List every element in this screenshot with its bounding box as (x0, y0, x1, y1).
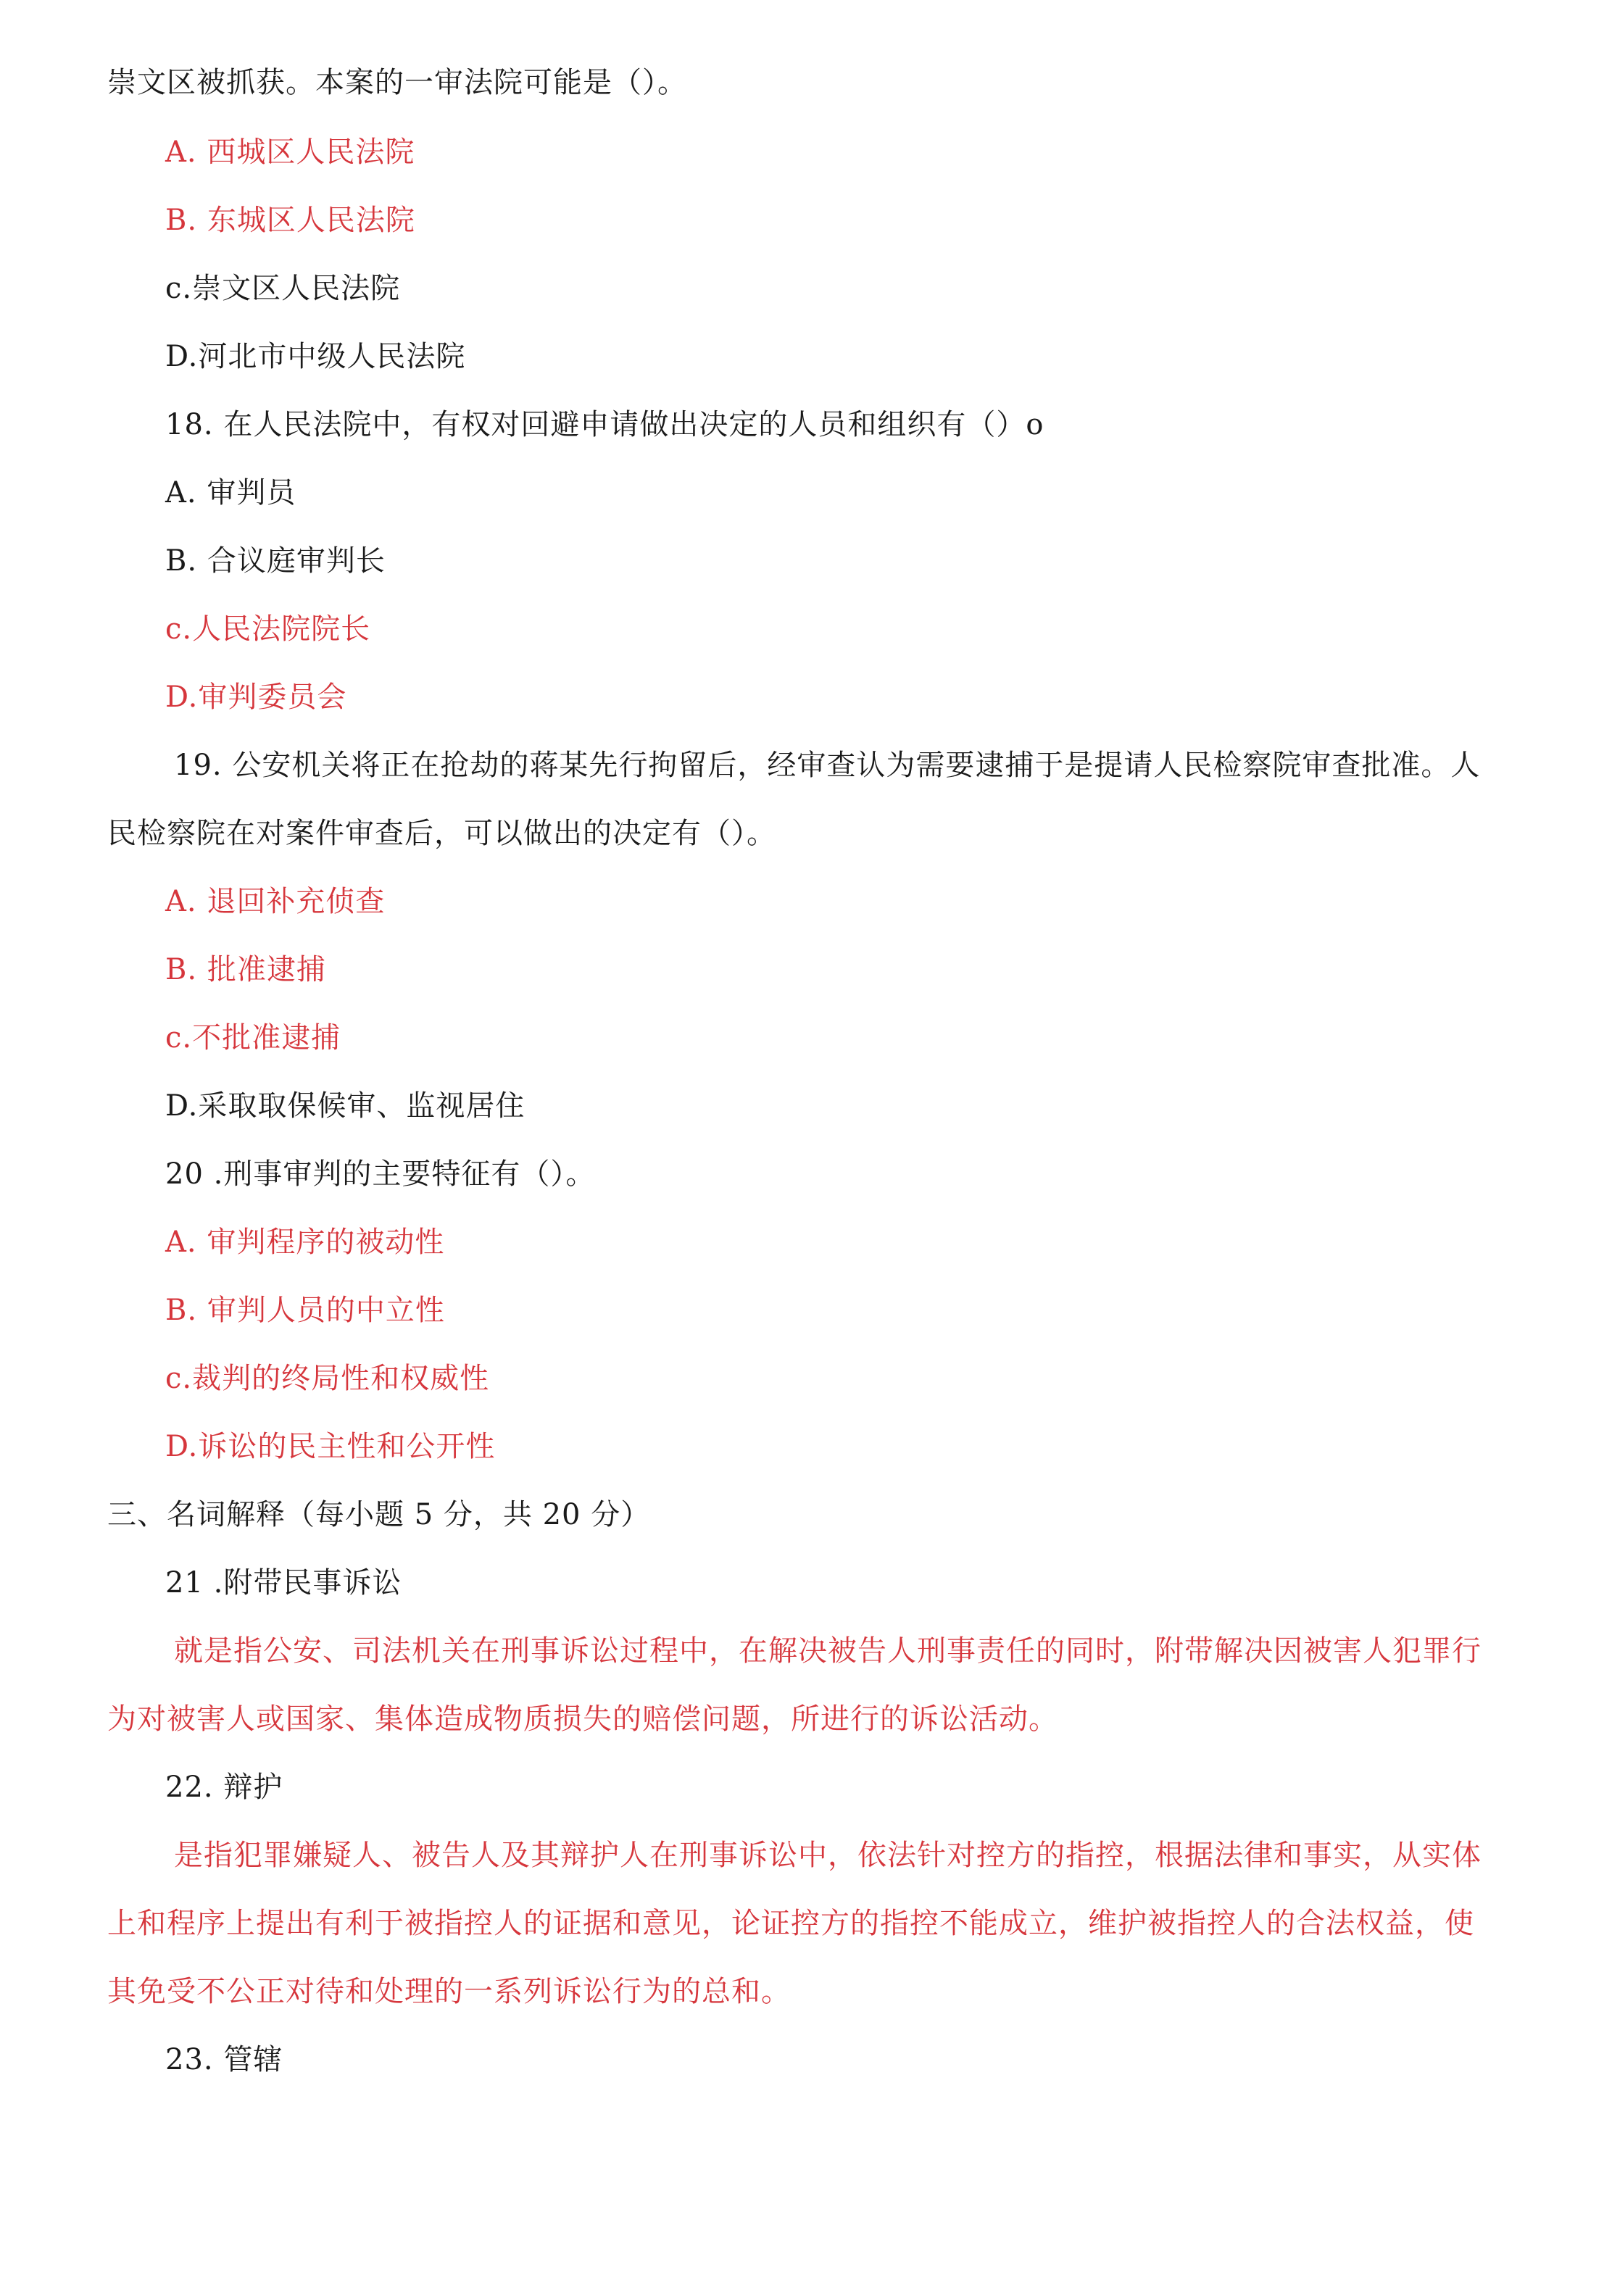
term-22-definition-line-3: 其免受不公正对待和处理的一系列诉讼行为的总和。 (107, 1975, 791, 2008)
question-19-line-2: 民检察院在对案件审查后，可以做出的决定有（）。 (107, 817, 776, 850)
option-b-answer: B. 批准逮捕 (165, 953, 326, 986)
question-20: 20 .刑事审判的主要特征有（）。 (165, 1157, 596, 1191)
option-c-answer: c.裁判的终局性和权威性 (165, 1362, 490, 1395)
option-d-answer: D.诉讼的民主性和公开性 (165, 1430, 496, 1463)
option-a-answer: A. 西城区人民法院 (165, 136, 415, 169)
term-21-definition-line-2: 为对被害人或国家、集体造成物质损失的赔偿问题，所进行的诉讼活动。 (107, 1702, 1058, 1736)
option-b: B. 合议庭审判长 (165, 544, 386, 578)
option-d: D.河北市中级人民法院 (165, 340, 466, 373)
option-b-answer: B. 东城区人民法院 (165, 204, 415, 237)
question-18: 18. 在人民法院中，有权对回避申请做出决定的人员和组织有（）o (165, 408, 1044, 441)
option-c-answer: c.人民法院院长 (165, 612, 371, 646)
option-c: c.崇文区人民法院 (165, 272, 401, 305)
term-21-title: 21 .附带民事诉讼 (165, 1566, 402, 1600)
option-a-answer: A. 退回补充侦查 (165, 885, 386, 918)
option-d: D.采取取保候审、监视居住 (165, 1089, 525, 1123)
option-c-answer: c.不批准逮捕 (165, 1021, 341, 1055)
option-a-answer: A. 审判程序的被动性 (165, 1226, 445, 1259)
term-22-definition-line-2: 上和程序上提出有利于被指控人的证据和意见，论证控方的指控不能成立，维护被指控人的合法权益，使 (107, 1907, 1474, 1940)
option-a: A. 审判员 (165, 476, 296, 509)
question-17-stem-continuation: 崇文区被抓获。本案的一审法院可能是（）。 (107, 66, 687, 99)
term-21-definition-line-1: 就是指公安、司法机关在刑事诉讼过程中，在解决被告人刑事责任的同时，附带解决因被害人犯罪行 (174, 1634, 1482, 1668)
term-22-title: 22. 辩护 (165, 1771, 283, 1804)
section-heading: 三、名词解释（每小题 5 分，共 20 分） (107, 1498, 651, 1531)
option-b-answer: B. 审判人员的中立性 (165, 1294, 445, 1327)
term-23-title: 23. 管辖 (165, 2043, 283, 2076)
question-19-line-1: 19. 公安机关将正在抢劫的蒋某先行拘留后，经审查认为需要逮捕于是提请人民检察院审查批准。人 (174, 749, 1481, 782)
option-d-answer: D.审判委员会 (165, 681, 347, 714)
term-22-definition-line-1: 是指犯罪嫌疑人、被告人及其辩护人在刑事诉讼中，依法针对控方的指控，根据法律和事实，从实体 (174, 1839, 1482, 1872)
